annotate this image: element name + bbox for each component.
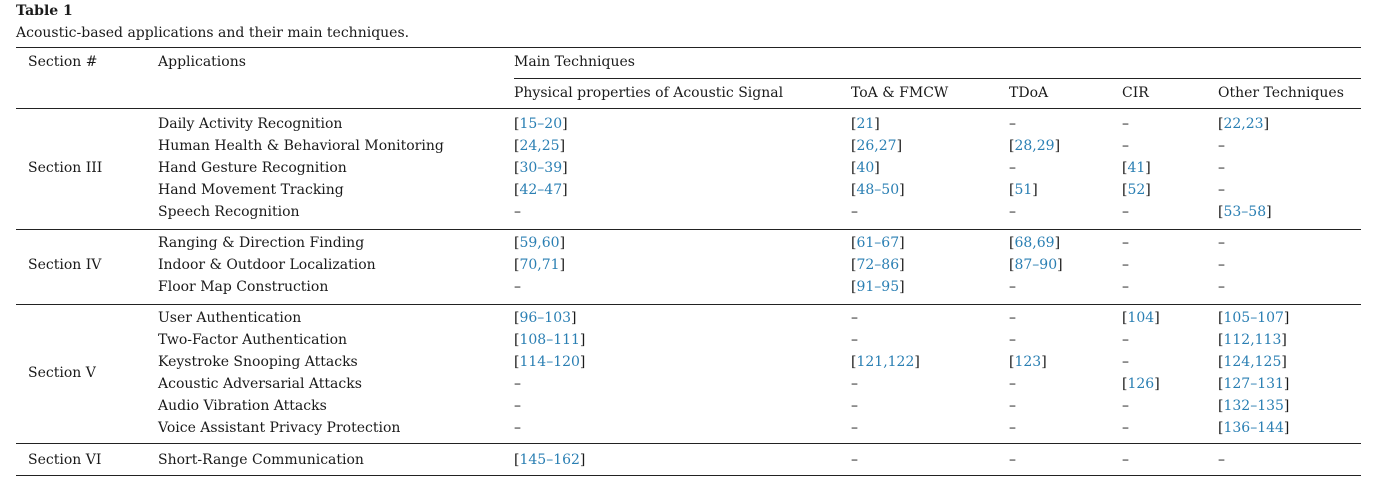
- tdoa-cell[interactable]: [123]: [1009, 354, 1047, 370]
- citation-link[interactable]: 52: [1127, 182, 1146, 198]
- application-cell: Keystroke Snooping Attacks: [158, 354, 358, 370]
- other-cell[interactable]: [136–144]: [1218, 420, 1290, 436]
- tdoa-cell: –: [1009, 160, 1016, 176]
- physical-cell[interactable]: [96–103]: [514, 310, 577, 326]
- header-physical: Physical properties of Acoustic Signal: [514, 85, 784, 101]
- citation-link[interactable]: 124,125: [1223, 354, 1282, 370]
- other-cell: –: [1218, 257, 1225, 273]
- other-cell: –: [1218, 138, 1225, 154]
- toa-cell[interactable]: [61–67]: [851, 235, 905, 251]
- application-cell: Indoor & Outdoor Localization: [158, 257, 376, 273]
- application-cell: Floor Map Construction: [158, 279, 329, 295]
- tdoa-cell: –: [1009, 116, 1016, 132]
- bottom-rule: [16, 475, 1361, 476]
- citation-link[interactable]: 26,27: [856, 138, 897, 154]
- group-separator-rule: [16, 443, 1361, 444]
- application-cell: Ranging & Direction Finding: [158, 235, 365, 251]
- toa-cell: –: [851, 452, 858, 468]
- tdoa-cell[interactable]: [28,29]: [1009, 138, 1061, 154]
- physical-cell[interactable]: [145–162]: [514, 452, 586, 468]
- cir-cell: –: [1122, 235, 1129, 251]
- physical-cell[interactable]: [108–111]: [514, 332, 586, 348]
- section-label: Section IV: [28, 257, 102, 273]
- other-cell[interactable]: [112,113]: [1218, 332, 1287, 348]
- tdoa-cell[interactable]: [87–90]: [1009, 257, 1063, 273]
- cir-cell[interactable]: [52]: [1122, 182, 1151, 198]
- application-cell: Daily Activity Recognition: [158, 116, 343, 132]
- header-section: Section #: [28, 54, 98, 70]
- tdoa-cell: –: [1009, 204, 1016, 220]
- citation-link[interactable]: 68,69: [1014, 235, 1055, 251]
- application-cell: Audio Vibration Attacks: [158, 398, 327, 414]
- header-other: Other Techniques: [1218, 85, 1344, 101]
- citation-link[interactable]: 22,23: [1223, 116, 1264, 132]
- citation-link[interactable]: 21: [856, 116, 875, 132]
- other-cell: –: [1218, 452, 1225, 468]
- cir-cell[interactable]: [126]: [1122, 376, 1160, 392]
- other-cell[interactable]: [127–131]: [1218, 376, 1290, 392]
- tdoa-cell[interactable]: [51]: [1009, 182, 1038, 198]
- other-cell[interactable]: [124,125]: [1218, 354, 1287, 370]
- toa-cell: –: [851, 398, 858, 414]
- top-rule: [16, 47, 1361, 48]
- cir-cell: –: [1122, 332, 1129, 348]
- citation-link[interactable]: 72–86: [856, 257, 900, 273]
- section-label: Section III: [28, 160, 103, 176]
- other-cell[interactable]: [132–135]: [1218, 398, 1290, 414]
- citation-link[interactable]: 114–120: [519, 354, 580, 370]
- physical-cell: –: [514, 420, 521, 436]
- tdoa-cell: –: [1009, 310, 1016, 326]
- other-cell: –: [1218, 182, 1225, 198]
- tdoa-cell: –: [1009, 279, 1016, 295]
- toa-cell[interactable]: [72–86]: [851, 257, 905, 273]
- physical-cell[interactable]: [24,25]: [514, 138, 566, 154]
- citation-link[interactable]: 104: [1127, 310, 1155, 326]
- citation-link[interactable]: 123: [1014, 354, 1042, 370]
- application-cell: Acoustic Adversarial Attacks: [158, 376, 362, 392]
- application-cell: Speech Recognition: [158, 204, 300, 220]
- physical-cell[interactable]: [114–120]: [514, 354, 586, 370]
- toa-cell[interactable]: [21]: [851, 116, 880, 132]
- application-cell: Hand Gesture Recognition: [158, 160, 347, 176]
- citation-link[interactable]: 30–39: [519, 160, 563, 176]
- citation-link[interactable]: 136–144: [1223, 420, 1284, 436]
- physical-cell[interactable]: [70,71]: [514, 257, 566, 273]
- toa-cell: –: [851, 376, 858, 392]
- cir-cell: –: [1122, 354, 1129, 370]
- header-applications: Applications: [158, 54, 246, 70]
- group-separator-rule: [16, 229, 1361, 230]
- toa-cell[interactable]: [48–50]: [851, 182, 905, 198]
- other-cell[interactable]: [105–107]: [1218, 310, 1290, 326]
- tdoa-cell[interactable]: [68,69]: [1009, 235, 1061, 251]
- tdoa-cell: –: [1009, 332, 1016, 348]
- citation-link[interactable]: 48–50: [856, 182, 900, 198]
- citation-link[interactable]: 127–131: [1223, 376, 1284, 392]
- application-cell: Short-Range Communication: [158, 452, 364, 468]
- application-cell: User Authentication: [158, 310, 302, 326]
- cir-cell: –: [1122, 398, 1129, 414]
- other-cell[interactable]: [53–58]: [1218, 204, 1272, 220]
- citation-link[interactable]: 15–20: [519, 116, 563, 132]
- physical-cell: –: [514, 376, 521, 392]
- application-cell: Hand Movement Tracking: [158, 182, 344, 198]
- header-main-techniques: Main Techniques: [514, 54, 635, 70]
- citation-link[interactable]: 53–58: [1223, 204, 1267, 220]
- toa-cell: –: [851, 420, 858, 436]
- application-cell: Voice Assistant Privacy Protection: [158, 420, 401, 436]
- toa-cell: –: [851, 332, 858, 348]
- header-tdoa: TDoA: [1009, 85, 1049, 101]
- cir-cell: –: [1122, 204, 1129, 220]
- physical-cell: –: [514, 204, 521, 220]
- toa-cell[interactable]: [40]: [851, 160, 880, 176]
- citation-link[interactable]: 105–107: [1223, 310, 1284, 326]
- header-toa: ToA & FMCW: [851, 85, 949, 101]
- citation-link[interactable]: 91–95: [856, 279, 900, 295]
- header-bottom-rule: [16, 108, 1361, 109]
- physical-cell: –: [514, 279, 521, 295]
- application-cell: Two-Factor Authentication: [158, 332, 348, 348]
- toa-cell[interactable]: [26,27]: [851, 138, 903, 154]
- table-label: Table 1: [16, 3, 73, 19]
- citation-link[interactable]: 112,113: [1223, 332, 1282, 348]
- other-cell: –: [1218, 235, 1225, 251]
- citation-link[interactable]: 41: [1127, 160, 1146, 176]
- citation-link[interactable]: 40: [856, 160, 875, 176]
- group-separator-rule: [16, 304, 1361, 305]
- tdoa-cell: –: [1009, 452, 1016, 468]
- citation-link[interactable]: 24,25: [519, 138, 560, 154]
- other-cell[interactable]: [22,23]: [1218, 116, 1270, 132]
- cir-cell: –: [1122, 452, 1129, 468]
- cir-cell: –: [1122, 279, 1129, 295]
- table-caption: Acoustic-based applications and their main techniques.: [16, 25, 410, 41]
- citation-link[interactable]: 70,71: [519, 257, 560, 273]
- citation-link[interactable]: 121,122: [856, 354, 915, 370]
- citation-link[interactable]: 108–111: [519, 332, 580, 348]
- sub-header-rule: [514, 78, 1361, 79]
- section-label: Section V: [28, 365, 96, 381]
- tdoa-cell: –: [1009, 398, 1016, 414]
- cir-cell: –: [1122, 257, 1129, 273]
- citation-link[interactable]: 28,29: [1014, 138, 1055, 154]
- citation-link[interactable]: 42–47: [519, 182, 563, 198]
- citation-link[interactable]: 59,60: [519, 235, 560, 251]
- physical-cell[interactable]: [42–47]: [514, 182, 568, 198]
- cir-cell: –: [1122, 420, 1129, 436]
- toa-cell: –: [851, 310, 858, 326]
- section-label: Section VI: [28, 452, 102, 468]
- physical-cell[interactable]: [30–39]: [514, 160, 568, 176]
- cir-cell[interactable]: [41]: [1122, 160, 1151, 176]
- citation-link[interactable]: 87–90: [1014, 257, 1058, 273]
- physical-cell[interactable]: [15–20]: [514, 116, 568, 132]
- header-cir: CIR: [1122, 85, 1149, 101]
- tdoa-cell: –: [1009, 376, 1016, 392]
- citation-link[interactable]: 145–162: [519, 452, 580, 468]
- toa-cell: –: [851, 204, 858, 220]
- toa-cell[interactable]: [91–95]: [851, 279, 905, 295]
- other-cell: –: [1218, 279, 1225, 295]
- physical-cell: –: [514, 398, 521, 414]
- cir-cell[interactable]: [104]: [1122, 310, 1160, 326]
- cir-cell: –: [1122, 116, 1129, 132]
- citation-link[interactable]: 51: [1014, 182, 1033, 198]
- citation-link[interactable]: 132–135: [1223, 398, 1284, 414]
- cir-cell: –: [1122, 138, 1129, 154]
- citation-link[interactable]: 96–103: [519, 310, 572, 326]
- toa-cell[interactable]: [121,122]: [851, 354, 920, 370]
- citation-link[interactable]: 126: [1127, 376, 1155, 392]
- citation-link[interactable]: 61–67: [856, 235, 900, 251]
- other-cell: –: [1218, 160, 1225, 176]
- physical-cell[interactable]: [59,60]: [514, 235, 566, 251]
- application-cell: Human Health & Behavioral Monitoring: [158, 138, 444, 154]
- tdoa-cell: –: [1009, 420, 1016, 436]
